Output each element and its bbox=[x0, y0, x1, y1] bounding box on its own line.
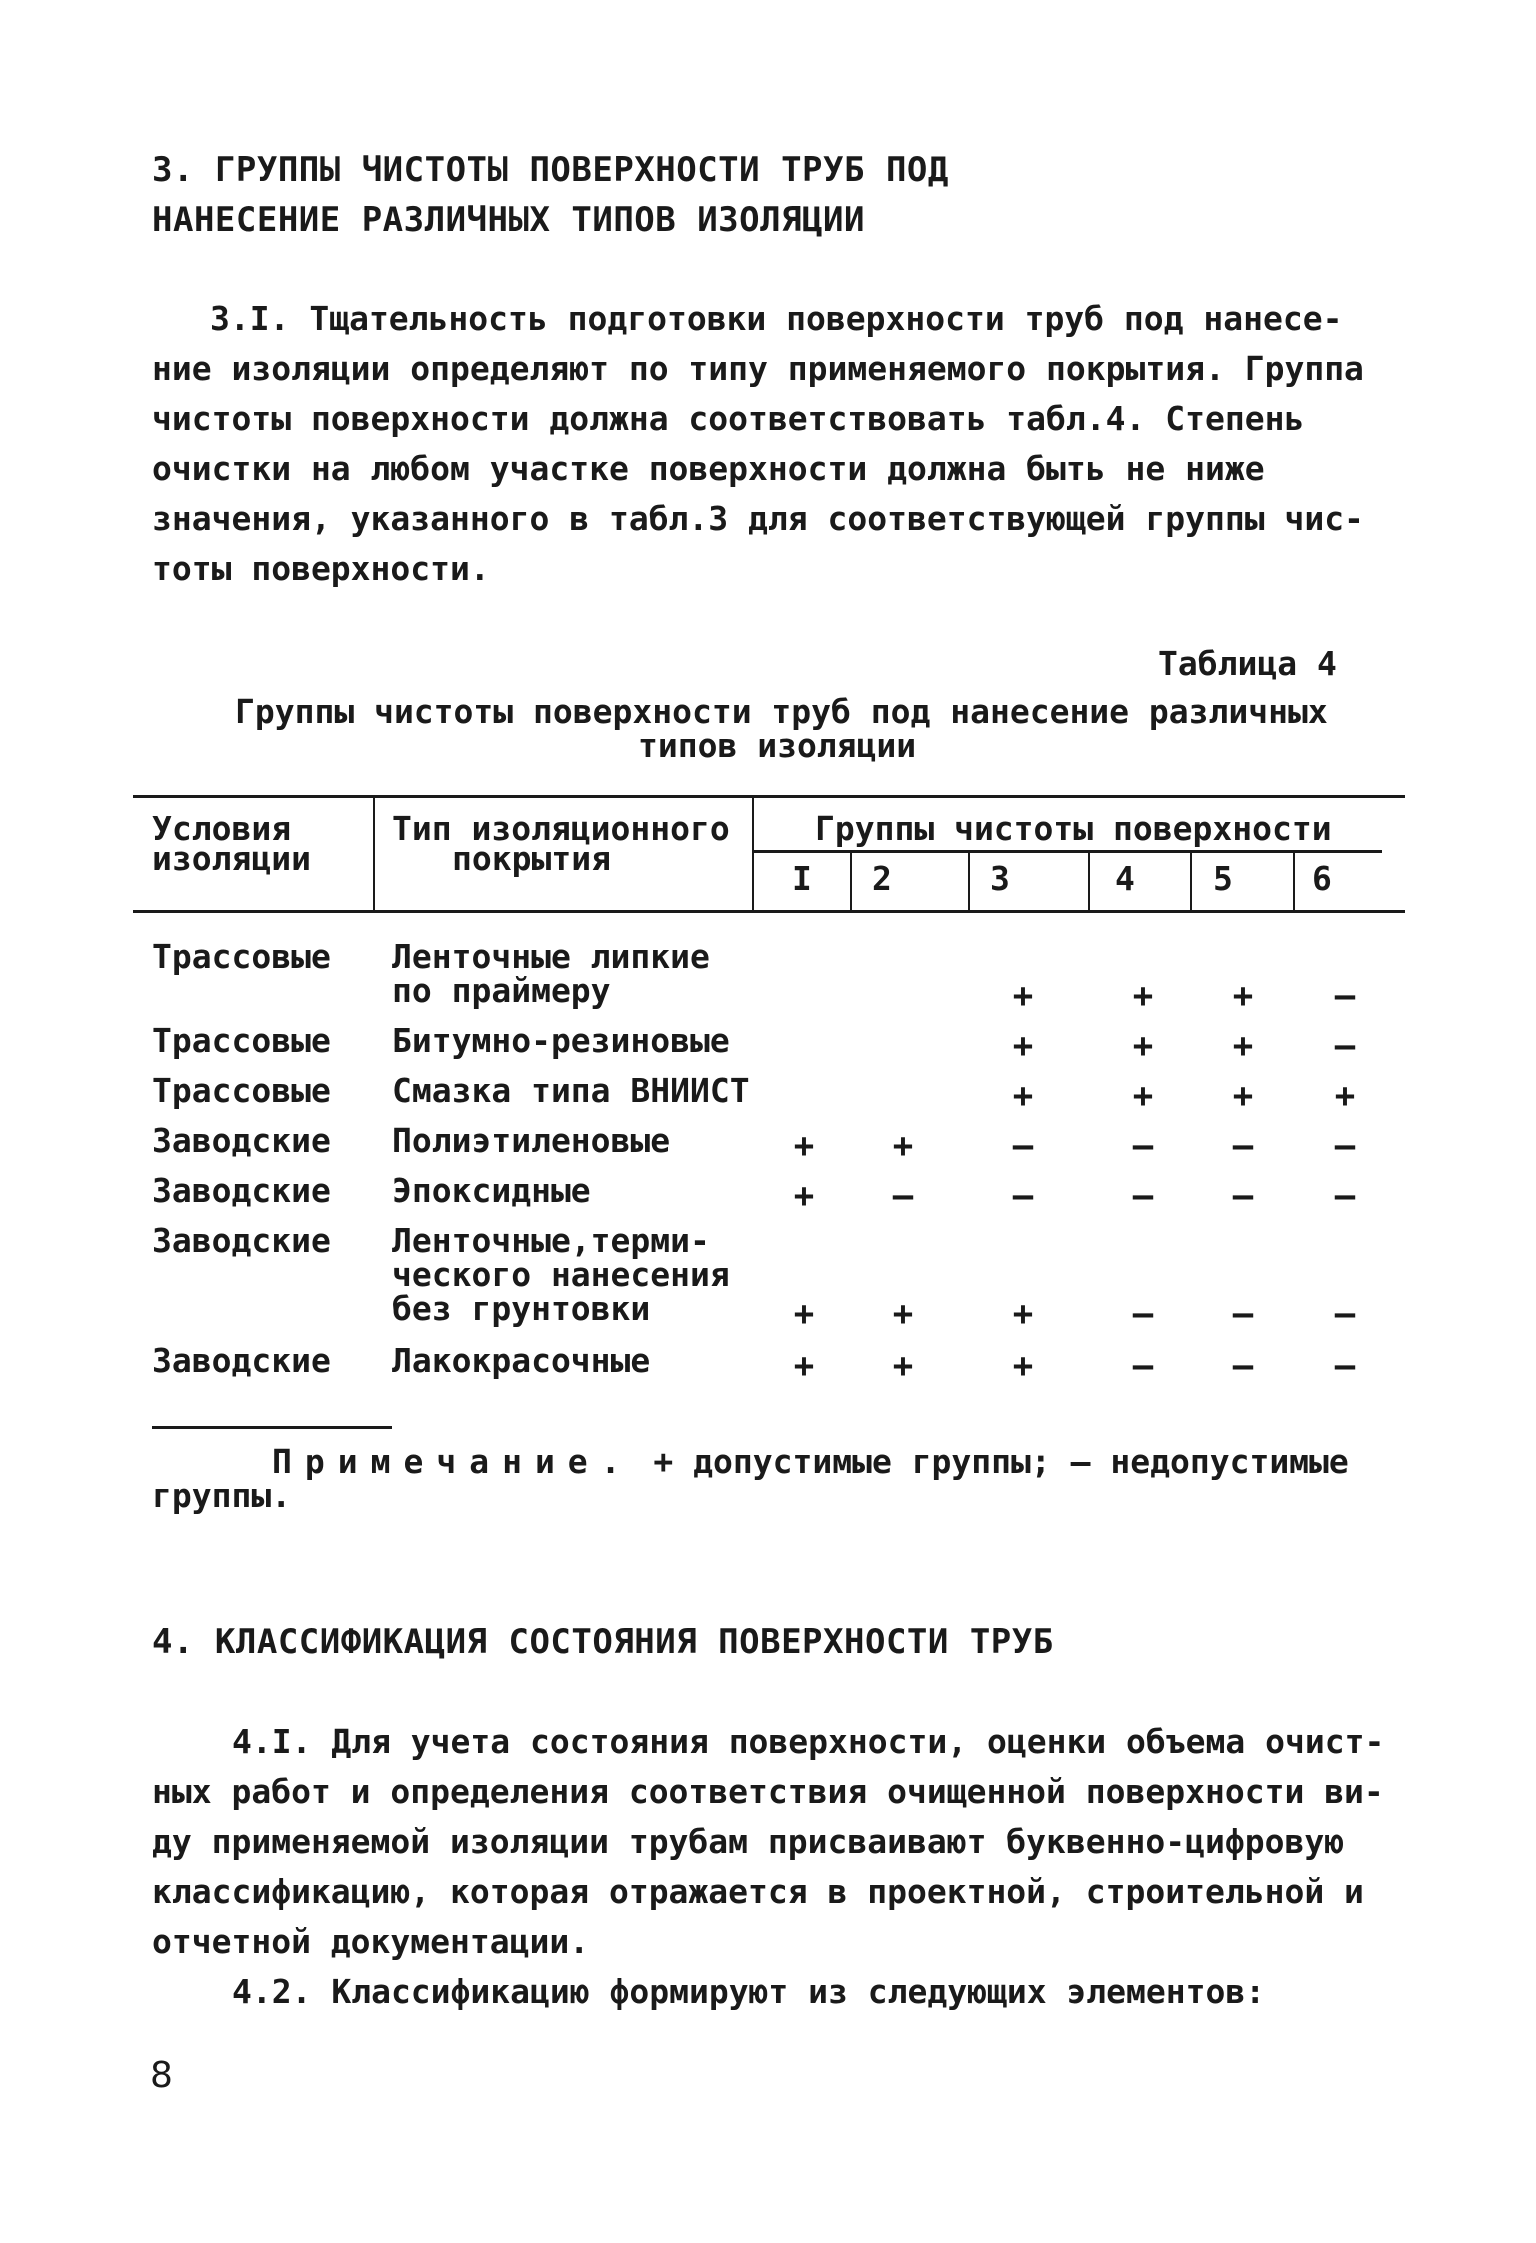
row-group-mark: + bbox=[793, 1346, 815, 1386]
row-group-mark: – bbox=[1232, 1126, 1254, 1166]
row-group-mark: + bbox=[1012, 1076, 1034, 1116]
footnote-rule bbox=[152, 1426, 392, 1429]
row-group-mark: – bbox=[1012, 1126, 1034, 1166]
row-group-mark: – bbox=[1132, 1346, 1154, 1386]
row-group-mark: + bbox=[793, 1294, 815, 1334]
group-number: 2 bbox=[872, 859, 892, 898]
group-number: 4 bbox=[1115, 859, 1135, 898]
row-group-mark: + bbox=[892, 1294, 914, 1334]
row-group-mark: + bbox=[1012, 976, 1034, 1016]
section-3-para-line: значения, указанного в табл.3 для соответствующей группы чис- bbox=[152, 499, 1364, 538]
row-coating-type: Эпоксидные bbox=[392, 1171, 591, 1210]
section-3-para-line: 3.I. Тщательность подготовки поверхности труб под нанесе- bbox=[210, 299, 1343, 338]
header-coating-type-line-2: покрытия bbox=[452, 839, 611, 878]
group-number: 5 bbox=[1213, 859, 1233, 898]
row-conditions: Заводские bbox=[152, 1221, 331, 1260]
group-number: 3 bbox=[990, 859, 1010, 898]
row-group-mark: + bbox=[1132, 1076, 1154, 1116]
row-group-mark: + bbox=[892, 1346, 914, 1386]
section-3-para-line: чистоты поверхности должна соответствовать табл.4. Степень bbox=[152, 399, 1305, 438]
row-group-mark: – bbox=[1334, 1126, 1356, 1166]
row-group-mark: – bbox=[1132, 1176, 1154, 1216]
row-coating-type: Ленточные,терми- bbox=[392, 1221, 710, 1260]
row-group-mark: – bbox=[892, 1176, 914, 1216]
row-group-mark: + bbox=[1232, 1026, 1254, 1066]
row-coating-type: по праймеру bbox=[392, 971, 611, 1010]
row-group-mark: + bbox=[892, 1126, 914, 1166]
row-group-mark: + bbox=[793, 1176, 815, 1216]
section-3-para-line: тоты поверхности. bbox=[152, 549, 490, 588]
table-note-line-2: группы. bbox=[152, 1476, 292, 1515]
row-group-mark: – bbox=[1132, 1126, 1154, 1166]
row-conditions: Трассовые bbox=[152, 1071, 331, 1110]
row-coating-type: Битумно-резиновые bbox=[392, 1021, 730, 1060]
group-number: 6 bbox=[1312, 859, 1332, 898]
row-group-mark: – bbox=[1012, 1176, 1034, 1216]
group-number: I bbox=[792, 859, 812, 898]
table-note bbox=[272, 1438, 1349, 1486]
table-col-divider bbox=[1088, 852, 1090, 911]
row-group-mark: – bbox=[1334, 1026, 1356, 1066]
table-col-divider bbox=[1293, 852, 1295, 911]
section-3-para-line: ние изоляции определяют по типу применяемого покрытия. Группа bbox=[152, 349, 1364, 388]
row-group-mark: + bbox=[1232, 976, 1254, 1016]
header-coating-type-line-1: Тип изоляционного bbox=[392, 809, 730, 848]
section-4-para-2: 4.2. Классификацию формируют из следующих элементов: bbox=[232, 1972, 1266, 2011]
section-3-title-line-1: 3. ГРУППЫ ЧИСТОТЫ ПОВЕРХНОСТИ ТРУБ ПОД bbox=[152, 150, 949, 190]
section-3-para-line: очистки на любом участке поверхности должна быть не ниже bbox=[152, 449, 1265, 488]
row-group-mark: + bbox=[1232, 1076, 1254, 1116]
note-text: + допустимые группы; – недопустимые bbox=[633, 1442, 1349, 1481]
table-header-bottom-rule bbox=[133, 910, 1405, 913]
row-conditions: Трассовые bbox=[152, 1021, 331, 1060]
table-col-divider bbox=[968, 852, 970, 911]
table-groups-rule bbox=[752, 850, 1382, 853]
row-group-mark: + bbox=[1012, 1346, 1034, 1386]
row-coating-type: Смазка типа ВНИИСТ bbox=[392, 1071, 750, 1110]
header-conditions-line-2: изоляции bbox=[152, 839, 311, 878]
page-number: 8 bbox=[150, 2055, 173, 2096]
header-conditions-line-1: Условия bbox=[152, 809, 292, 848]
row-group-mark: – bbox=[1334, 976, 1356, 1016]
row-group-mark: + bbox=[1012, 1026, 1034, 1066]
table-label: Таблица 4 bbox=[1158, 644, 1337, 683]
row-group-mark: + bbox=[1132, 1026, 1154, 1066]
table-col-divider bbox=[373, 797, 375, 911]
table-col-divider bbox=[752, 797, 754, 911]
table-top-rule bbox=[133, 795, 1405, 798]
row-group-mark: – bbox=[1232, 1346, 1254, 1386]
row-group-mark: + bbox=[1334, 1076, 1356, 1116]
row-coating-type: Лакокрасочные bbox=[392, 1341, 651, 1380]
table-col-divider bbox=[1190, 852, 1192, 911]
row-group-mark: – bbox=[1334, 1346, 1356, 1386]
section-3-title-line-2: НАНЕСЕНИЕ РАЗЛИЧНЫХ ТИПОВ ИЗОЛЯЦИИ bbox=[152, 200, 865, 240]
row-conditions: Заводские bbox=[152, 1121, 331, 1160]
row-group-mark: + bbox=[1012, 1294, 1034, 1334]
table-col-divider bbox=[850, 852, 852, 911]
row-group-mark: – bbox=[1334, 1176, 1356, 1216]
row-conditions: Заводские bbox=[152, 1341, 331, 1380]
table-caption-line-2: типов изоляции bbox=[638, 726, 917, 765]
row-coating-type: Полиэтиленовые bbox=[392, 1121, 671, 1160]
section-4-para-line: ду применяемой изоляции трубам присваивают буквенно-цифровую bbox=[152, 1822, 1345, 1861]
row-conditions: Трассовые bbox=[152, 937, 331, 976]
row-group-mark: + bbox=[793, 1126, 815, 1166]
section-4-para-line: 4.I. Для учета состояния поверхности, оценки объема очист- bbox=[232, 1722, 1385, 1761]
row-group-mark: – bbox=[1334, 1294, 1356, 1334]
note-label: Примечание. bbox=[272, 1442, 634, 1481]
section-4-title: 4. КЛАССИФИКАЦИЯ СОСТОЯНИЯ ПОВЕРХНОСТИ ТРУБ bbox=[152, 1622, 1054, 1662]
section-4-para-line: ных работ и определения соответствия очищенной поверхности ви- bbox=[152, 1772, 1384, 1811]
section-4-para-line: классификацию, которая отражается в проектной, строительной и bbox=[152, 1872, 1364, 1911]
row-group-mark: – bbox=[1232, 1294, 1254, 1334]
row-coating-type: ческого нанесения bbox=[392, 1255, 730, 1294]
row-group-mark: – bbox=[1132, 1294, 1154, 1334]
row-conditions: Заводские bbox=[152, 1171, 331, 1210]
header-groups-title: Группы чистоты поверхности bbox=[815, 809, 1332, 848]
section-4-para-line: отчетной документации. bbox=[152, 1922, 590, 1961]
row-group-mark: – bbox=[1232, 1176, 1254, 1216]
row-coating-type: Ленточные липкие bbox=[392, 937, 710, 976]
table-caption-line-1: Группы чистоты поверхности труб под нанесение различных bbox=[235, 692, 1328, 731]
row-coating-type: без грунтовки bbox=[392, 1289, 651, 1328]
row-group-mark: + bbox=[1132, 976, 1154, 1016]
